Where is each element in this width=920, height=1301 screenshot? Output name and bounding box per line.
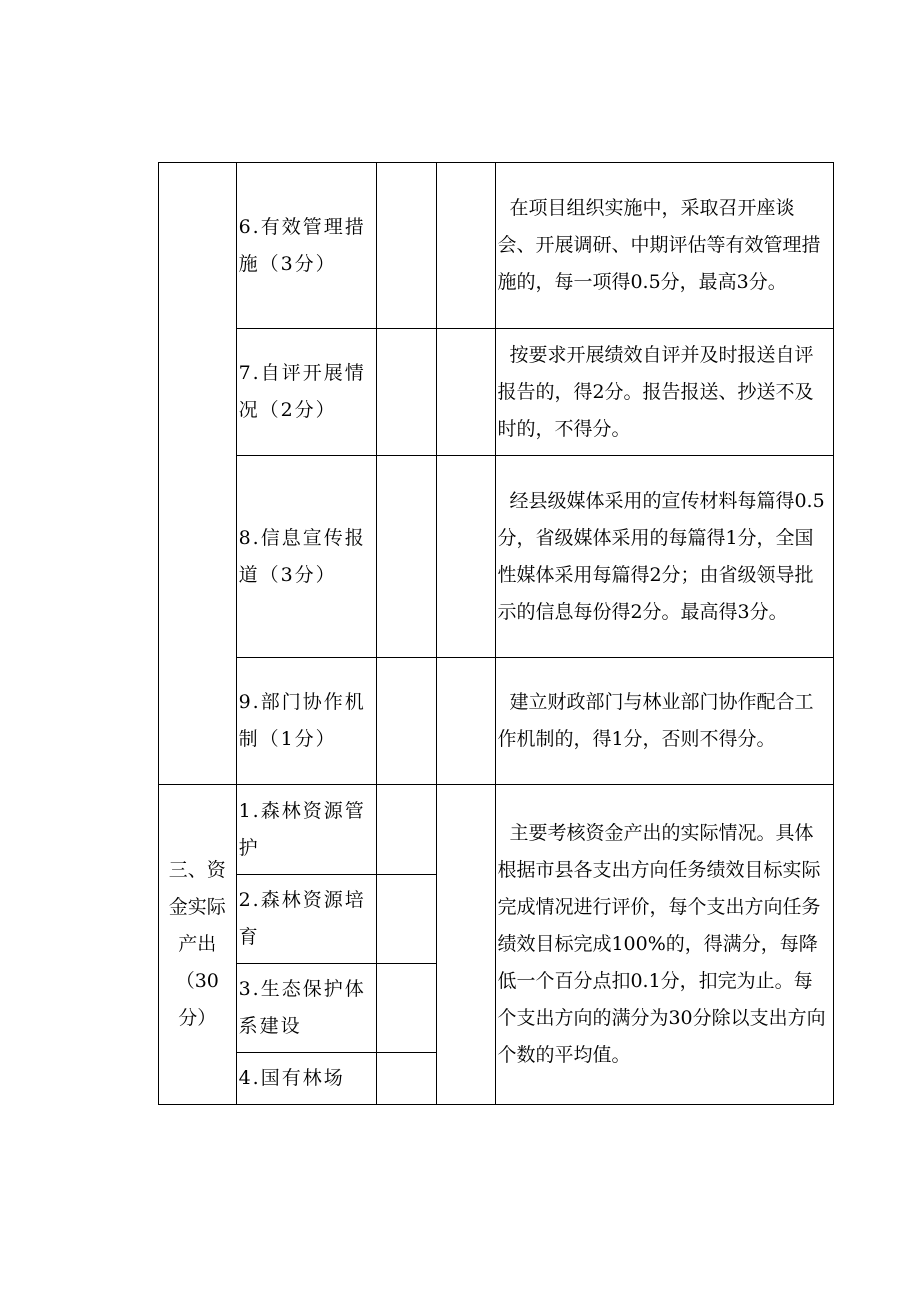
category-name: 三、资金实际产出（30分）	[168, 859, 226, 1029]
score-cell	[376, 875, 436, 964]
criteria-text: 在项目组织实施中，采取召开座谈会、开展调研、中期评估等有效管理措施的，每一项得0.5分，最高3分。	[497, 197, 821, 293]
criteria-cell	[496, 785, 834, 1105]
criteria-text: 主要考核资金产出的实际情况。具体根据市县各支出方向任务绩效目标实际完成情况进行评价，每个支出方向任务绩效目标完成100%的，得满分，每降低一个百分点扣0.1分，扣完为止。每个支出方向的满分为30分除以支出方向个数的平均值。	[497, 822, 826, 1066]
item-cell	[236, 163, 376, 329]
score-cell	[376, 658, 436, 785]
criteria-text: 经县级媒体采用的宣传材料每篇得0.5分，省级媒体采用的每篇得1分，全国性媒体采用每篇得2分；由省级领导批示的信息每份得2分。最高得3分。	[497, 489, 825, 623]
criteria-cell	[496, 163, 834, 329]
item-cell	[236, 964, 376, 1053]
score-cell	[376, 785, 436, 875]
item-cell	[236, 329, 376, 456]
table-row	[159, 456, 834, 658]
item-name: 2.森林资源培育	[238, 889, 366, 948]
table-row	[159, 163, 834, 329]
score-cell	[376, 1053, 436, 1105]
table-row	[159, 329, 834, 456]
item-name: 4.国有林场	[238, 1067, 345, 1089]
criteria-cell	[496, 329, 834, 456]
score-cell	[376, 964, 436, 1053]
category-cell-continued	[159, 163, 237, 785]
item-cell	[236, 456, 376, 658]
item-cell	[236, 658, 376, 785]
note-cell	[437, 785, 496, 1105]
item-name: 3.生态保护体系建设	[238, 978, 366, 1037]
note-cell	[437, 163, 496, 329]
note-cell	[437, 456, 496, 658]
item-cell	[236, 875, 376, 964]
evaluation-table	[158, 162, 834, 1105]
item-name: 7.自评开展情况（2分）	[238, 362, 366, 421]
item-name: 6.有效管理措施（3分）	[238, 215, 366, 275]
item-name: 8.信息宣传报道（3分）	[238, 526, 366, 586]
item-name: 1.森林资源管护	[238, 799, 366, 859]
table-row	[159, 785, 834, 875]
table-row	[159, 658, 834, 785]
criteria-text: 建立财政部门与林业部门协作配合工作机制的，得1分，否则不得分。	[497, 691, 814, 750]
criteria-cell	[496, 658, 834, 785]
item-cell	[236, 1053, 376, 1105]
category-cell	[159, 785, 237, 1105]
criteria-cell	[496, 456, 834, 658]
criteria-text: 按要求开展绩效自评并及时报送自评报告的，得2分。报告报送、抄送不及时的，不得分。	[497, 343, 814, 440]
note-cell	[437, 658, 496, 785]
item-cell	[236, 785, 376, 875]
item-name: 9.部门协作机制（1分）	[238, 691, 366, 750]
score-cell	[376, 163, 436, 329]
score-cell	[376, 456, 436, 658]
note-cell	[437, 329, 496, 456]
score-cell	[376, 329, 436, 456]
